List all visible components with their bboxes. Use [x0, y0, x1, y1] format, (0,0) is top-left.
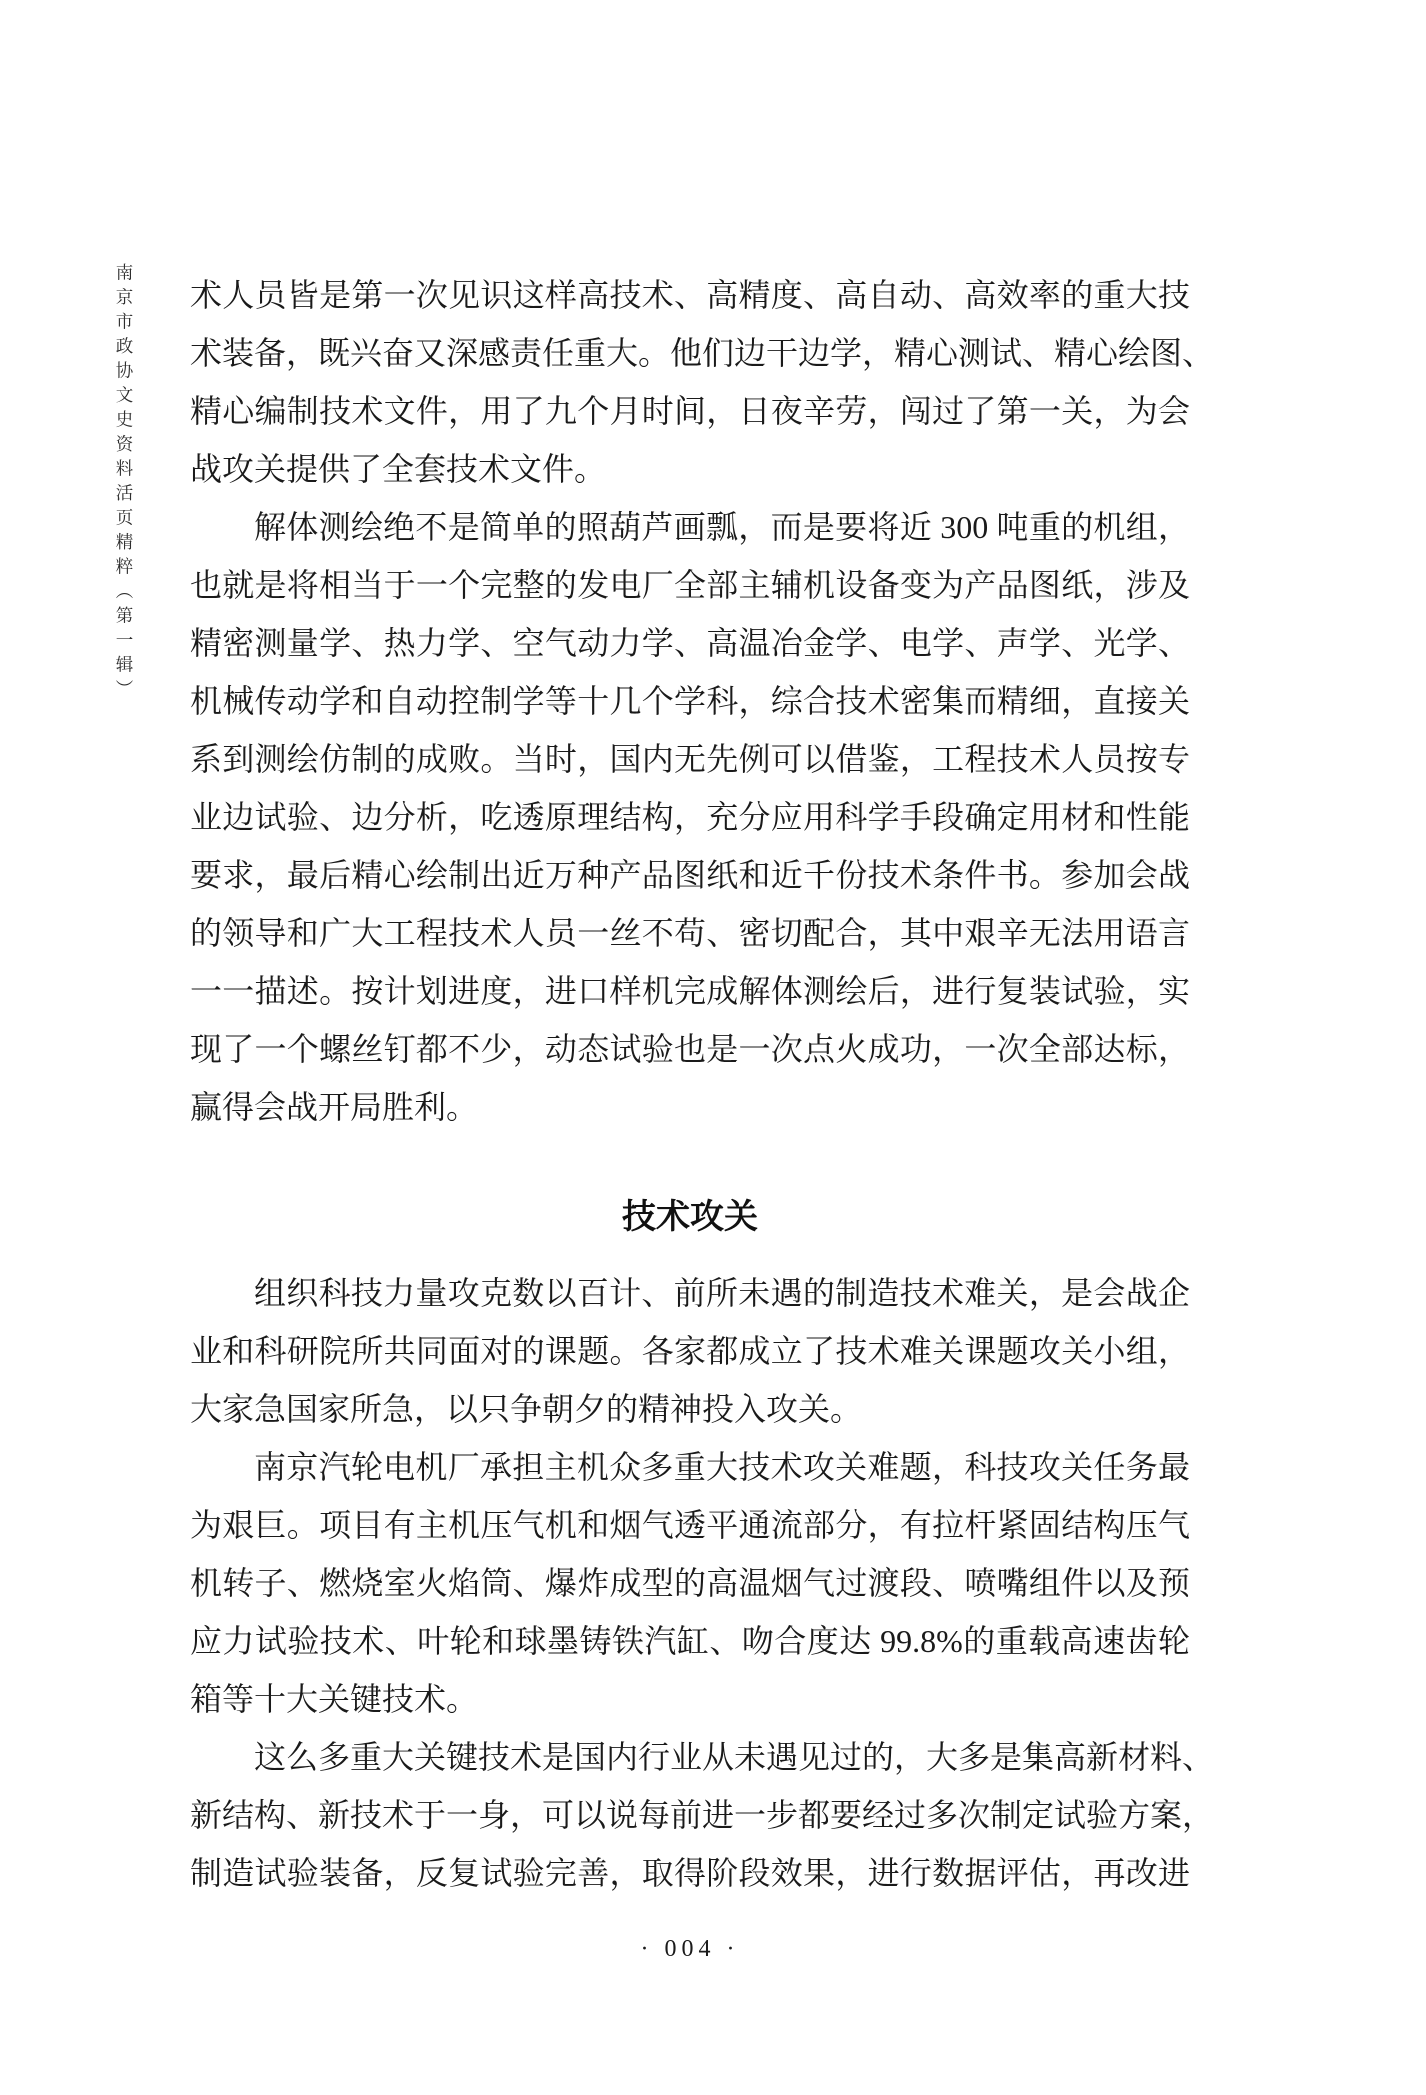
text-line: 南京汽轮电机厂承担主机众多重大技术攻关难题，科技攻关任务最: [254, 1449, 1190, 1485]
text-line: 赢得会战开局胜利。: [190, 1089, 479, 1125]
text-line: 机转子、燃烧室火焰筒、爆炸成型的高温烟气过渡段、喷嘴组件以及预: [190, 1565, 1190, 1601]
text-line: 这么多重大关键技术是国内行业从未遇见过的，大多是集高新材料、: [254, 1739, 1215, 1775]
text-line: 箱等十大关键技术。: [190, 1681, 479, 1717]
page-number: · 004 ·: [640, 1936, 740, 1962]
text-line: 要求，最后精心绘制出近万种产品图纸和近千份技术条件书。参加会战: [190, 857, 1190, 893]
paragraph: [190, 1264, 1190, 1438]
text-line: 大家急国家所急，以只争朝夕的精神投入攻关。: [190, 1391, 863, 1427]
paragraph: [190, 498, 1190, 1136]
text-line: 解体测绘绝不是简单的照葫芦画瓢，而是要将近 300 吨重的机组，: [254, 509, 1190, 545]
text-column: [190, 266, 1215, 1902]
paragraph: [190, 266, 1215, 498]
spine-title: 南京市政协文史资料活页精粹（第一辑）: [114, 263, 134, 704]
text-line: 业和科研院所共同面对的课题。各家都成立了技术难关课题攻关小组，: [190, 1333, 1190, 1369]
section-heading: 技术攻关: [622, 1198, 758, 1236]
text-line: 战攻关提供了全套技术文件。: [190, 451, 607, 487]
text-line: 也就是将相当于一个完整的发电厂全部主辅机设备变为产品图纸，涉及: [190, 567, 1190, 603]
text-line: 应力试验技术、叶轮和球墨铸铁汽缸、吻合度达 99.8%的重载高速齿轮: [190, 1623, 1190, 1659]
text-line: 现了一个螺丝钉都不少，动态试验也是一次点火成功，一次全部达标，: [190, 1031, 1190, 1067]
text-line: 术人员皆是第一次见识这样高技术、高精度、高自动、高效率的重大技: [190, 277, 1190, 313]
text-line: 为艰巨。项目有主机压气机和烟气透平通流部分，有拉杆紧固结构压气: [190, 1507, 1190, 1543]
text-line: 新结构、新技术于一身，可以说每前进一步都要经过多次制定试验方案，: [190, 1797, 1215, 1833]
text-line: 业边试验、边分析，吃透原理结构，充分应用科学手段确定用材和性能: [190, 799, 1190, 835]
text-line: 术装备，既兴奋又深感责任重大。他们边干边学，精心测试、精心绘图、: [190, 335, 1215, 371]
text-line: 机械传动学和自动控制学等十几个学科，综合技术密集而精细，直接关: [190, 683, 1190, 719]
text-line: 的领导和广大工程技术人员一丝不苟、密切配合，其中艰辛无法用语言: [190, 915, 1190, 951]
text-line: 精密测量学、热力学、空气动力学、高温冶金学、电学、声学、光学、: [190, 625, 1190, 661]
text-line: 系到测绘仿制的成败。当时，国内无先例可以借鉴，工程技术人员按专: [190, 741, 1190, 777]
paragraph: [190, 1438, 1190, 1728]
paragraph: [190, 1728, 1215, 1902]
text-line: 组织科技力量攻克数以百计、前所未遇的制造技术难关，是会战企: [254, 1275, 1190, 1311]
text-line: 精心编制技术文件，用了九个月时间，日夜辛劳，闯过了第一关，为会: [190, 393, 1190, 429]
text-line: 制造试验装备，反复试验完善，取得阶段效果，进行数据评估，再改进: [190, 1855, 1190, 1891]
text-line: 一一描述。按计划进度，进口样机完成解体测绘后，进行复装试验，实: [190, 973, 1190, 1009]
